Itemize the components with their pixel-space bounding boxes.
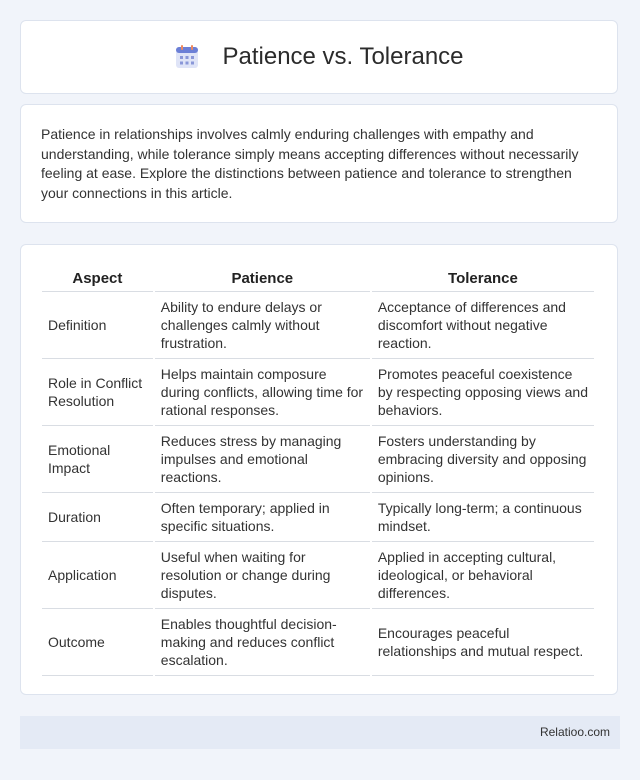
table-row: [42, 359, 594, 426]
aspect-cell: Definition: [42, 292, 153, 359]
title-card: [20, 20, 618, 94]
table-row: [42, 426, 594, 493]
aspect-cell: Emotional Impact: [42, 426, 153, 493]
patience-cell: Reduces stress by managing impulses and emotional reactions.: [155, 426, 370, 493]
patience-cell: Enables thoughtful decision-making and reduces conflict escalation.: [155, 609, 370, 676]
patience-cell: Ability to endure delays or challenges calmly without frustration.: [155, 292, 370, 359]
header-tolerance: Tolerance: [372, 265, 594, 292]
table-header-row: [42, 265, 594, 292]
header-aspect: Aspect: [42, 265, 153, 292]
calendar-icon: [174, 44, 200, 70]
aspect-cell: Application: [42, 542, 153, 609]
intro-text: Patience in relationships involves calmly enduring challenges with empathy and understanding, while tolerance simply means accepting differences without necessarily feeling at ease. Explore the distinctions between patience and tolerance to strengthen your connections in this article.: [41, 126, 579, 201]
aspect-cell: Duration: [42, 493, 153, 542]
tolerance-cell: Promotes peaceful coexistence by respecting opposing views and behaviors.: [372, 359, 594, 426]
header-patience: Patience: [155, 265, 370, 292]
patience-cell: Helps maintain composure during conflicts, allowing time for rational responses.: [155, 359, 370, 426]
table-row: [42, 542, 594, 609]
footer-brand[interactable]: Relatioo.com: [539, 725, 610, 739]
tolerance-cell: Applied in accepting cultural, ideological, or behavioral differences.: [372, 542, 594, 609]
intro-card: [20, 104, 618, 223]
tolerance-cell: Typically long-term; a continuous mindset.: [372, 493, 594, 542]
comparison-table: [40, 265, 596, 676]
page-title: Patience vs. Tolerance: [222, 43, 464, 70]
tolerance-cell: Encourages peaceful relationships and mutual respect.: [372, 609, 594, 676]
aspect-cell: Role in Conflict Resolution: [42, 359, 153, 426]
patience-cell: Often temporary; applied in specific situations.: [155, 493, 370, 542]
tolerance-cell: Fosters understanding by embracing diversity and opposing opinions.: [372, 426, 594, 493]
footer: [20, 716, 620, 749]
table-row: [42, 292, 594, 359]
tolerance-cell: Acceptance of differences and discomfort without negative reaction.: [372, 292, 594, 359]
aspect-cell: Outcome: [42, 609, 153, 676]
table-row: [42, 493, 594, 542]
patience-cell: Useful when waiting for resolution or change during disputes.: [155, 542, 370, 609]
comparison-card: [20, 244, 618, 695]
table-row: [42, 609, 594, 676]
